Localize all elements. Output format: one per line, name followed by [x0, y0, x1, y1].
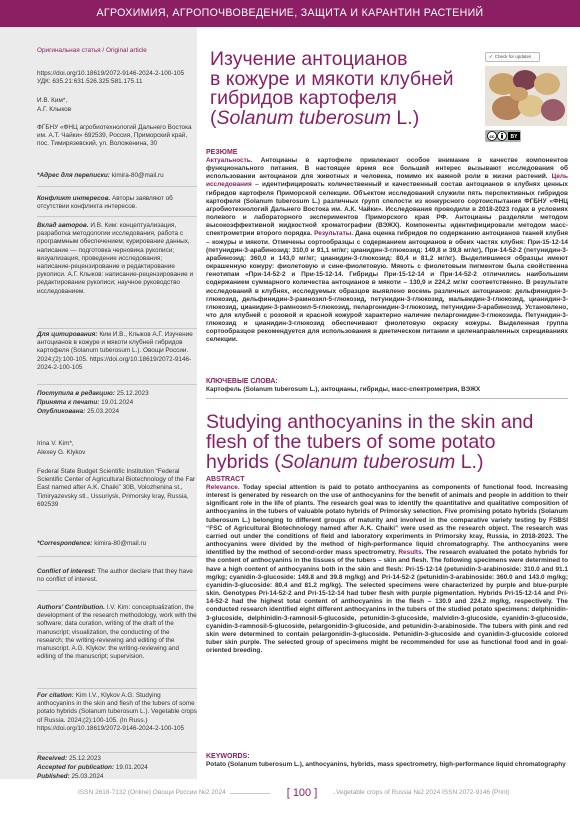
citation-en — [37, 692, 197, 733]
published-label: Опубликована: — [37, 408, 86, 415]
correspondence-en — [37, 540, 197, 548]
results-text-ru: Дана оценка гибридов по содержанию антоцианов тканей клубня – кожуры и мякоти. Отмечены сортообразцы с содержанием антоцианов в обеих частях клубня: При-15-12-14 (петунидин-3-арабинозид: 310,0 и 91,1 мг/кг; цианидин-3-глюкозид: 149,8 и 39,8 мг/кг), При-14-52-2 (петунидин-3-арабинозид: 360,0 и 143,0 мг/кг; цианидин-3-глюкозид: 80,4 и 81,2 мг/кг). Выделившиеся образцы имеют окрашенную кожуру: фиолетовую и сине-фиолетовую. Мякоть с фиолетовым пигментом была свойственна генотипам «При-14-52-2 и При-15-12-14. Гибриды При-15-12-14 и При-14-52-2 отличились наибольшим содержанием суммарного количества антоцианов в мякоти – 130,9 и 224,2 мг/кг соответственно. В результате исследований в клубнях, исследуемых образцов выявлено восемь различных антоцианов: дельфинидин-3-глюкозид, дельфинидин-3-рамнозил-5-глюкозид, петунидин-3-глюкозид, мальвидин-3-глюкозид, цианидин-3-глюкозид, цианидин-3-рамнозил-5-глюкозид, пеларгонидин-3-глюкозид, петунидин-3-арабинозид. Установлено, что для клубней с розовой и красной кожурой характерно наличие пеларгонидин-3-глюкозида. Петунидин-3-глюкозид и цианидин-3-глюкозид обеспечивают фиолетовую окраску кожуры. Выделенная группа сортообразцов рекомендуется для использования в диетическом питании и целенаправленных скрещиваниях селекции. — [206, 230, 568, 344]
relevance-label-en: Relevance. — [206, 484, 240, 491]
accepted-ru — [37, 399, 197, 407]
conflict-label: Конфликт интересов. — [37, 195, 111, 202]
title-en-latin: Solanum tuberosum — [280, 451, 456, 473]
check-for-updates-badge[interactable] — [485, 52, 540, 62]
contribution-ru — [37, 222, 197, 296]
goal-text-ru: – идентифицировать количественный и качественный состав антоцианов в клубнях ценных гибридов картофеля Приморской селекции. Объектом исследований служили пять перспективных гибридов картофеля (Solanum tuberosum L.) различных групп спелости из конкурсного сортоиспытания ФГБНУ «ФНЦ агробиотехнологий Дальнего Востока им. А.К. Чайки». Исследования проводили в 2018-2023 годах в условиях полевого и лабораторного экспериментов Приморского края РФ. Антоцианы разделяли методом высокоэффективной жидкостной хроматографии (ВЭЖХ). Компоненты идентифицировали методом масс-спектрометрии второго порядка. — [206, 181, 568, 238]
author-ru-2: А.Г. Клыков — [37, 106, 72, 113]
abstract-label-en: ABSTRACT — [206, 476, 245, 483]
correspondence-ru — [37, 172, 197, 180]
citation-label: Для цитирования: — [37, 331, 98, 338]
checkmark-icon: ✓ — [489, 54, 493, 59]
abstract-ru — [206, 157, 568, 345]
title-en-line: Studying anthocyanins in the skin and — [206, 411, 534, 433]
citation-ru — [37, 331, 197, 372]
goal-label-ru: Цель исследования — [206, 173, 568, 189]
article-type: Оригинальная статья / Original article — [37, 47, 147, 54]
svg-text:BY: BY — [510, 134, 518, 140]
accepted-en — [37, 764, 197, 772]
published-en — [37, 773, 197, 781]
sidebar-divider — [37, 688, 197, 689]
title-ru-line: (Solanum tuberosum L.) — [210, 106, 420, 129]
sidebar-divider — [37, 590, 197, 591]
page-footer — [0, 786, 580, 800]
keywords-label-en: KEYWORDS: — [206, 753, 250, 760]
svg-text:cc: cc — [489, 134, 495, 139]
author-en-1: Irina V. Kim*, — [37, 440, 74, 447]
cc-by-license-icon — [485, 130, 521, 142]
footer-left: ISSN 2618-7132 (Online) Овощи России №2 2024 — [78, 789, 226, 796]
section-header-band: АГРОХИМИЯ, АГРОПОЧВОВЕДЕНИЕ, ЗАЩИТА И КАРАНТИН РАСТЕНИЙ — [0, 0, 580, 27]
doi-link[interactable]: https://doi.org/10.18619/2072-9146-2024-2-100-105 — [37, 70, 185, 77]
results-text-en: The research evaluated the potato hybrids for the content of anthocyanins in the tissues of the tubers – skin and flesh. The following specimens were determined to have a high content of anthocyanins both in the skin and flesh: Pri-15-12-14 (petunidin-3-arabinoside: 310.0 and 91.1 mg/kg; cyanidin-3-glucoside: 149.8 and 39.8 mg/kg) and Pri-14-52-2 (petunidin-3-arabinoside: 360.0 and 143.0 mg/kg; cyanidin-3-glucoside: 80.4 and 81.2 mg/kg). The selected specimens were characterized by purple and blue-purple skin. Genotypes Pri-14-52-2 and Pri-15-12-14 had tuber flesh with purple pigmentation. Hybrids Pri-15-12-14 and Pri-14-52-2 had the highest total content of anthocyanins in the flesh – 130.9 and 224.2 mg/kg, respectively. The conducted research identified eight different anthocyanins in the tubers of the studied potato specimens: delphinidin-3-glucoside, delphinidin-3-ramnosil-5-glucoside, petunidin-3-glucoside, malvidin-3-glucoside, cyanidin-3-glucoside, cyanidin-3-ramnosil-5-glucoside, pelargonidin-3-glucoside, and petunidin-3-arabinoside. The tubers with pink and red skin were determined to contain pelargonidin-3-glucoside. Petunidin-3-glucoside and cyanidin-3-glucoside colored tuber skin purple. The selected group of specimens might be recommended for use as functional food and in goal-oriented breeding. — [206, 549, 568, 655]
citation-label: For citation: — [37, 692, 74, 699]
abstract-en — [206, 484, 568, 655]
relevance-text-en: Today special attention is paid to potato anthocyanins as components of functional food. Increasing interest is generated by research on the use of anthocyanins for the benefit of animals and people in addition to their significant role in the life of plants. — [206, 484, 568, 508]
correspondence-label: *Correspondence: — [37, 540, 93, 547]
sidebar-divider — [37, 752, 197, 753]
author-ru-1: И.В. Ким*, — [37, 97, 68, 104]
sidebar-divider — [37, 328, 197, 329]
title-ru-line: гибридов картофеля — [210, 87, 397, 109]
footer-right: Vegetable crops of Russia №2 2024 ISSN 2072-9146 (Print) — [336, 789, 510, 796]
citation-text: Ким И.В., Клыков А.Г. Изучение антоцианов в кожуре и мякоти клубней гибридов картофеля (Solanum tuberosum L.). Овощи России. 2024;(2):100-105. https://doi.org/10.18619/2072-9146-2024-2-100-105 — [37, 331, 193, 371]
conflict-en — [37, 568, 197, 584]
goal-text-en: The research goal was to identify the quantitative and qualitative composition of anthocyanins in the tubers of valuable potato hybrids of Primorsky selection. Five promising potato hybrids (Solanum tuberosum L.) belonging to different groups of maturity and involved in the comparative variety testing by FSBSI “FSC of Agricultural Biotechnology named after A.K. Chaiki” were used as the research object. The research was carried out under the conditions of field and laboratory experiments in Primorsky kray, Russia, in 2018-2023. The anthocyanins were divided by the method of high-performance liquid chromatography. The anthocyanins were identified by the method of second-order mass spectrometry. — [206, 500, 568, 557]
potato-photo — [485, 66, 567, 126]
abstract-label-ru: РЕЗЮМЕ — [206, 149, 238, 156]
title-ru-line: Изучение антоцианов — [210, 48, 408, 70]
citation-text: Kim I.V., Klykov A.G. Studying anthocyanins in the skin and flesh of the tubers of some potato hybrids (Solanum tuberosum L.). Vegetable crops of Russia. 2024;(2):100-105. (In Russ.) https://doi.org/10.18619/2072-9146-2024-2-100-105 — [37, 692, 197, 732]
title-en-line — [206, 452, 568, 472]
published-date: 25.03.2024 — [71, 773, 104, 780]
contribution-en — [37, 604, 197, 661]
received-ru — [37, 390, 197, 398]
sidebar-divider — [37, 186, 197, 187]
accepted-label: Accepted for publication: — [37, 764, 115, 771]
author-en-2: Alexey G. Klykov — [37, 449, 86, 456]
udk-code: УДК: 635.21:631.526.325:581.175.11 — [37, 78, 143, 85]
received-date: 25.12.2023 — [68, 755, 101, 762]
accepted-date: 19.01.2024 — [115, 764, 148, 771]
sidebar-divider — [37, 556, 197, 557]
received-label: Received: — [37, 755, 68, 762]
published-date: 25.03.2024 — [87, 408, 120, 415]
results-label-ru: Результаты. — [314, 230, 354, 238]
relevance-text-ru: Антоцианы в картофеле привлекают особое внимание в качестве компонентов функционального питания. В настоящее время все больший интерес вызывают исследования об использовании антоцианов для животных и человека, помимо их важной роли в жизни растений. — [206, 157, 568, 181]
contribution-text: I.V. Kim: conceptualization, the development of the research methodology, work with the software; data curation, writing of the draft of the manuscript; visualization, the conducting of the research; the writing-reviewing and editing of the manuscript. A.G. Klykov: the writing-reviewing and editing of the manuscript; supervision. — [37, 604, 197, 661]
title-en-line: flesh of the tubers of some potato — [206, 431, 496, 453]
published-ru — [37, 408, 197, 416]
sidebar-divider — [37, 216, 197, 217]
keywords-text-ru: Картофель (Solanum tuberosum L.), антоцианы, гибриды, масс-спектрометрия, ВЭЖХ — [206, 386, 481, 393]
title-ru-end: L.) — [391, 106, 420, 129]
page-number: [ 100 ] — [286, 787, 318, 799]
published-label: Published: — [37, 773, 70, 780]
contribution-text: И.В. Ким: концептуализация, разработка методологии исследования, работа с программным обеспечением; курирование данных, написание — подготовка черновика рукописи; визуализация, проведение исследования; написание-рецензирование и редактирование рукописи. А.Г. Клыков: написание-рецензирование и редактирование рукописи; научное руководство исследованием. — [37, 222, 194, 295]
article-title-ru — [210, 50, 480, 128]
section-divider — [206, 398, 568, 399]
keywords-text-en: Potato (Solanum tuberosum L.), anthocyanins, hybrids, mass spectrometry, high-performance liquid chromatography — [206, 761, 566, 768]
keywords-label-ru: КЛЮЧЕВЫЕ СЛОВА: — [206, 378, 278, 385]
conflict-label: Conflict of interest: — [37, 568, 96, 575]
title-ru-line: в кожуре и мякоти клубней — [210, 67, 454, 90]
page-number-value: 100 — [292, 787, 312, 799]
badge-label: Check for updates — [494, 54, 532, 59]
sidebar-divider — [37, 384, 197, 385]
title-en-end: L.) — [455, 451, 484, 473]
title-en-start: hybrids ( — [206, 451, 281, 473]
correspondence-email[interactable]: kimira-80@mail.ru — [94, 540, 147, 547]
correspondence-label: *Адрес для переписки: — [37, 172, 110, 179]
title-ru-latin: Solanum tuberosum — [216, 106, 392, 129]
results-label-en: Results. — [398, 549, 424, 557]
conflict-text: Авторы заявляют об отсутствии конфликта интересов. — [37, 195, 173, 211]
accepted-label: Принята к печати: — [37, 399, 100, 406]
received-en — [37, 755, 197, 763]
conflict-text: The author declare that they have no conflict of interest. — [37, 568, 193, 584]
correspondence-email[interactable]: kimira-80@mail.ru — [111, 172, 164, 179]
article-title-en — [206, 412, 568, 472]
affiliation-en: Federal State Budget Scientific Institution “Federal Scientific Center of Agricultural Biotechnology of the Far East named after A.K. Chaiki” 30B, Volozhenina st., Timiryazevsky stl., Ussuriysk, Primorsky kray, Russia, 692539 — [37, 468, 196, 508]
received-label: Поступила в редакцию: — [37, 390, 115, 397]
contribution-label: Вклад авторов. — [37, 222, 89, 229]
received-date: 25.12.2023 — [116, 390, 149, 397]
accepted-date: 19.01.2024 — [101, 399, 134, 406]
conflict-ru — [37, 195, 197, 211]
affiliation-ru: ФГБНУ «ФНЦ агробиотехнологий Дальнего Востока им. А.Т. Чайки» 692539, Россия, Приморский край, пос. Тимирязевский, ул. Воложенина, 30 — [37, 124, 192, 148]
footer-rule — [230, 793, 270, 794]
contribution-label: Authors’ Contribution. — [37, 604, 105, 611]
relevance-label-ru: Актуальность. — [206, 157, 253, 164]
footer-rule — [333, 793, 335, 794]
